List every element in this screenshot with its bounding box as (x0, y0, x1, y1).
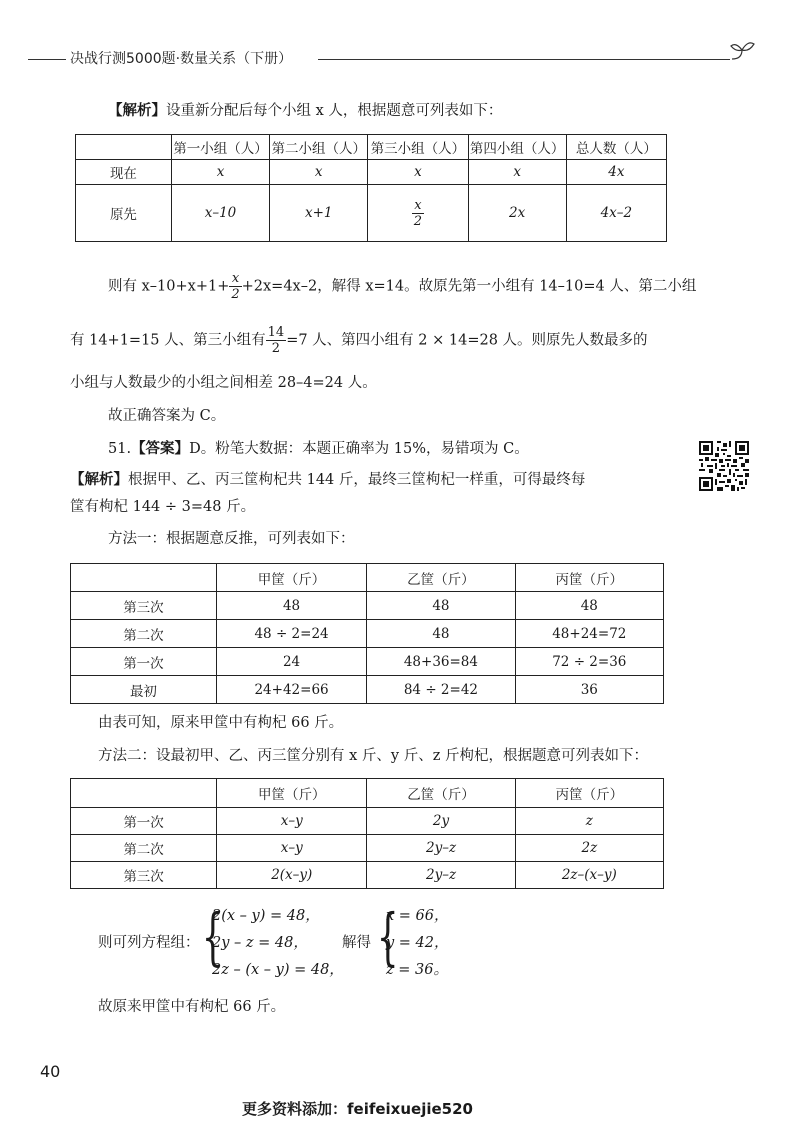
analysis-line-2: 筐有枸杞 144 ÷ 3=48 斤。 (70, 499, 256, 515)
table-header-cell: 第四小组（人） (468, 135, 566, 160)
table-cell: 48 (367, 620, 515, 648)
table-cell: 72 ÷ 2=36 (515, 648, 663, 676)
table-header-cell: 乙筐（斤） (367, 779, 515, 808)
table-cell: z (515, 808, 663, 835)
method2-intro: 方法二：设最初甲、乙、丙三筐分别有 x 斤、y 斤、z 斤枸杞，根据题意可列表如下： (98, 748, 648, 764)
table-header-cell: 乙筐（斤） (367, 564, 515, 592)
answer-line: 故正确答案为 C。 (108, 408, 226, 424)
table-cell: x–y (217, 835, 367, 862)
table-header-cell: 总人数（人） (566, 135, 666, 160)
fraction-numerator: x (412, 198, 424, 214)
table-row (71, 862, 664, 889)
sprout-icon (728, 40, 756, 66)
left-brace: { (376, 900, 399, 973)
solution-y: y = 42， (386, 935, 449, 951)
table-row (71, 620, 664, 648)
groups-table (75, 134, 667, 242)
table-cell: 原先 (76, 185, 172, 242)
table-header-cell: 甲筐（斤） (216, 564, 366, 592)
table-cell: 2x (468, 185, 566, 242)
table-row (71, 676, 664, 704)
method1-table (70, 563, 664, 704)
system-eq-3: 2z – (x – y) = 48， (212, 962, 344, 978)
result-text: =7 人、第四小组有 2 × 14=28 人。则原先人数最多的 (286, 332, 648, 349)
table-header-cell: 丙筐（斤） (515, 564, 663, 592)
system-label: 则可列方程组： (98, 935, 200, 951)
conclusion: 故原来甲筐中有枸杞 66 斤。 (98, 999, 286, 1015)
table-cell: x (171, 160, 269, 185)
table-header-cell: 第二小组（人） (270, 135, 368, 160)
qr-code (699, 441, 749, 491)
page-number: 40 (40, 1062, 61, 1081)
table-cell: 48 (367, 592, 515, 620)
table-cell: 第二次 (71, 835, 217, 862)
table-cell: 4x (566, 160, 666, 185)
analysis-text: 根据甲、乙、丙三筐枸杞共 144 斤，最终三筐枸杞一样重，可得最终每 (128, 472, 586, 488)
table-row (71, 835, 664, 862)
answer-text: D。粉笔大数据：本题正确率为 15%，易错项为 C。 (189, 441, 529, 457)
table-cell: 48 (515, 592, 663, 620)
table-header-cell: 第三小组（人） (368, 135, 468, 160)
analysis-tag: 【解析】 (70, 471, 128, 488)
table-cell: 最初 (71, 676, 217, 704)
table-cell: 2y (367, 808, 515, 835)
table-cell: 第一次 (71, 648, 217, 676)
method1-intro: 方法一：根据题意反推，可列表如下： (108, 531, 355, 547)
analysis-tag: 【解析】 (108, 102, 166, 119)
intro-text: 设重新分配后每个小组 x 人，根据题意可列表如下： (166, 103, 503, 119)
fraction-denominator: 2 (231, 287, 240, 302)
table-cell: x (368, 160, 468, 185)
table-cell: 2y–z (367, 835, 515, 862)
system-eq-2: 2y – z = 48， (212, 935, 308, 951)
table-cell: 48+36=84 (367, 648, 515, 676)
result-line-2 (70, 325, 648, 356)
table-row (71, 808, 664, 835)
table-cell: 2(x–y) (217, 862, 367, 889)
table-cell-fraction (368, 185, 468, 242)
table-cell: 36 (515, 676, 663, 704)
table-cell: 现在 (76, 160, 172, 185)
solve-label: 解得 (342, 935, 371, 951)
question-answer-line (108, 439, 529, 459)
table-cell: 第一次 (71, 808, 217, 835)
table-cell: x (468, 160, 566, 185)
table-header-cell: 第一小组（人） (171, 135, 269, 160)
table-cell: x–10 (171, 185, 269, 242)
fraction-numerator: 14 (267, 325, 285, 340)
table-header-cell: 丙筐（斤） (515, 779, 663, 808)
fraction-numerator: x (229, 271, 241, 287)
table-cell: x (270, 160, 368, 185)
solution-x: x = 66， (386, 908, 449, 924)
table-cell: 24+42=66 (216, 676, 366, 704)
answer-tag: 【答案】 (131, 440, 190, 457)
table-cell: 48 (216, 592, 366, 620)
table-row (76, 185, 667, 242)
table-cell: 第二次 (71, 620, 217, 648)
table-cell: 第三次 (71, 592, 217, 620)
left-brace: { (201, 900, 224, 973)
table-cell: 4x–2 (566, 185, 666, 242)
equation-text: 则有 x–10+x+1+ (108, 278, 230, 295)
table-cell: x+1 (270, 185, 368, 242)
question-number: 51. (108, 441, 132, 457)
solution-z: z = 36。 (386, 962, 448, 978)
table-cell: 2z–(x–y) (515, 862, 663, 889)
table-cell: 84 ÷ 2=42 (367, 676, 515, 704)
table-header-cell (76, 135, 172, 160)
table-cell: 48 ÷ 2=24 (216, 620, 366, 648)
fraction (229, 271, 241, 302)
table-cell: 第三次 (71, 862, 217, 889)
table-row (71, 592, 664, 620)
table-cell: 2z (515, 835, 663, 862)
fraction (266, 325, 287, 356)
table-cell: 24 (216, 648, 366, 676)
footer-note: 更多资料添加：feifeixuejie520 (242, 1100, 473, 1118)
intro-line (108, 101, 502, 121)
fraction-denominator: 2 (413, 213, 423, 229)
table-header-cell: 甲筐（斤） (217, 779, 367, 808)
table-cell: x–y (217, 808, 367, 835)
fraction-denominator: 2 (271, 341, 281, 356)
header-rule-right (318, 59, 730, 60)
table-row (71, 648, 664, 676)
equation-text: +2x=4x–2，解得 x=14。故原先第一小组有 14–10=4 人、第二小组 (241, 278, 697, 295)
equation-line (108, 271, 696, 302)
method2-table (70, 778, 664, 889)
result-text: 有 14+1=15 人、第三小组有 (70, 332, 266, 349)
table-cell: 2y–z (367, 862, 515, 889)
table-header-cell (71, 779, 217, 808)
method1-result: 由表可知，原来甲筐中有枸杞 66 斤。 (98, 715, 344, 731)
header-rule-left (28, 59, 66, 60)
fraction (412, 198, 424, 229)
table-cell: 48+24=72 (515, 620, 663, 648)
table-row (76, 160, 667, 185)
analysis-line-1 (70, 470, 585, 490)
system-eq-1: 2(x – y) = 48， (212, 908, 320, 924)
table-header-cell (71, 564, 217, 592)
result-line-3: 小组与人数最少的小组之间相差 28–4=24 人。 (70, 375, 377, 391)
header-title: 决战行测5000题·数量关系（下册） (70, 51, 293, 67)
